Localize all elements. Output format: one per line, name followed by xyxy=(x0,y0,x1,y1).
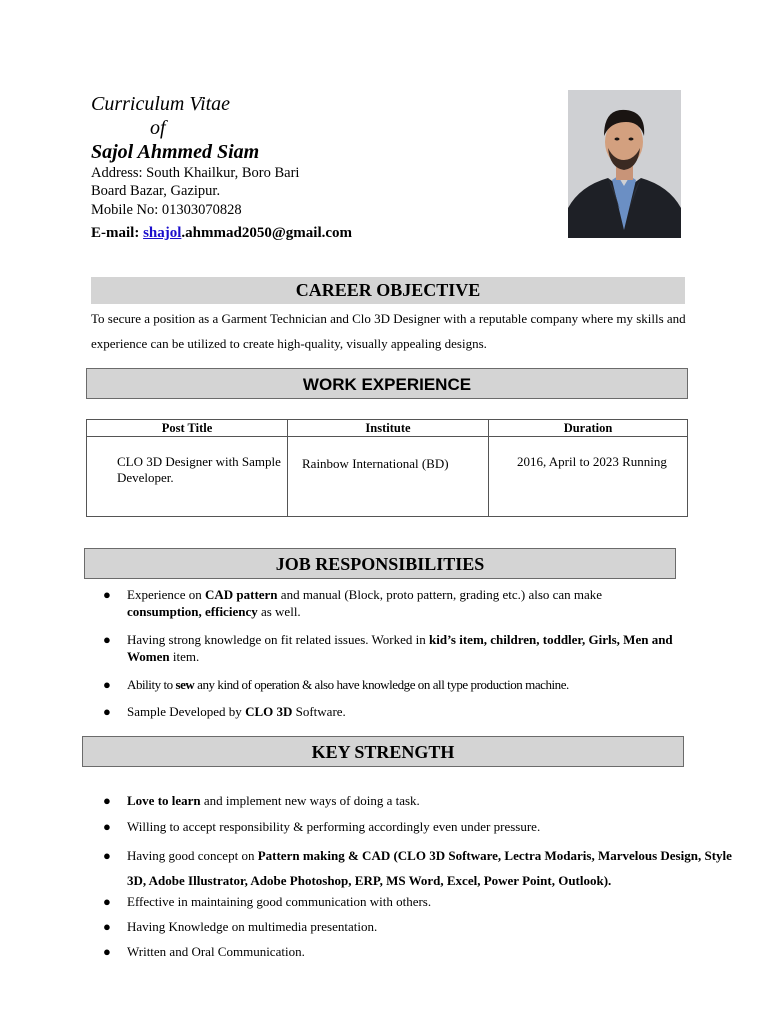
address xyxy=(91,164,299,200)
profile-photo xyxy=(568,90,681,238)
duration-value: 2016, April to 2023 Running xyxy=(517,454,667,469)
job-item-bold: sew xyxy=(175,677,195,692)
email-rest: .ahmmad2050@gmail.com xyxy=(181,225,353,241)
table-row xyxy=(87,437,688,517)
strength-bold: Pattern making & CAD (CLO 3D Software, Lectra Modaris, Marvelous Design, Style 3D, Adobe Illustrator, Adobe Photoshop, ERP, MS Word, Excel, Power Point, Outlook). xyxy=(127,848,732,888)
address-line-1: Address: South Khailkur, Boro Bari xyxy=(91,165,300,181)
bullet-icon: ● xyxy=(103,919,111,934)
job-item-bold: kid’s item, children, toddler, Girls, Men and Women xyxy=(127,632,673,664)
strength-text: Having Knowledge on multimedia presentation. xyxy=(127,919,378,934)
strength-text: Effective in maintaining good communication with others. xyxy=(127,894,432,909)
col-duration: Duration xyxy=(489,420,688,437)
cell-institute xyxy=(288,437,489,517)
job-item-text: and manual (Block, proto pattern, grading etc.) also can make xyxy=(277,587,603,602)
career-objective-text: To secure a position as a Garment Technician and Clo 3D Designer with a reputable company where my skills and experience can be utilized to create high-quality, visually appealing designs. xyxy=(91,311,686,351)
bullet-icon: ● xyxy=(103,677,111,692)
list-item xyxy=(103,818,687,835)
cell-duration xyxy=(489,437,688,517)
list-item xyxy=(103,631,687,665)
strength-text: and implement new ways of doing a task. xyxy=(200,793,420,808)
cell-post xyxy=(87,437,288,517)
post-title-value: CLO 3D Designer with Sample Developer. xyxy=(117,454,281,485)
email-label: E-mail: xyxy=(91,225,144,241)
list-item xyxy=(103,893,687,910)
candidate-name: Sajol Ahmmed Siam xyxy=(91,141,260,163)
address-line-2: Board Bazar, Gazipur. xyxy=(91,183,221,199)
job-item-text: Having strong knowledge on fit related issues. Worked in xyxy=(127,632,429,647)
email-link[interactable]: shajol xyxy=(143,225,182,241)
section-career-objective: CAREER OBJECTIVE xyxy=(91,277,685,304)
bullet-icon: ● xyxy=(103,848,111,863)
list-item xyxy=(103,676,687,693)
bullet-icon: ● xyxy=(103,819,111,834)
job-item-text: Sample Developed by xyxy=(127,704,246,719)
cv-title-of: of xyxy=(150,117,166,139)
job-item-bold: consumption, efficiency xyxy=(127,604,258,619)
mobile-number: Mobile No: 01303070828 xyxy=(91,202,242,218)
email xyxy=(91,224,352,242)
list-item xyxy=(103,843,732,893)
job-item-text: any kind of operation & also have knowledge on all type production machine. xyxy=(194,677,569,692)
bullet-icon: ● xyxy=(103,894,111,909)
bullet-icon: ● xyxy=(103,944,111,959)
bullet-icon: ● xyxy=(103,793,111,808)
section-key-strength: KEY STRENGTH xyxy=(82,736,684,767)
job-item-bold: CAD pattern xyxy=(204,587,278,602)
strength-text: Willing to accept responsibility & performing accordingly even under pressure. xyxy=(127,819,541,834)
strength-text: Having good concept on xyxy=(127,848,258,863)
bullet-icon: ● xyxy=(103,704,111,719)
job-item-bold: CLO 3D xyxy=(245,704,293,719)
list-item xyxy=(103,943,687,960)
list-item xyxy=(103,792,687,809)
strength-text: Written and Oral Communication. xyxy=(127,944,305,959)
job-item-text: Ability to xyxy=(127,677,176,692)
job-item-text: as well. xyxy=(257,604,301,619)
job-item-text: Software. xyxy=(292,704,346,719)
section-work-experience: WORK EXPERIENCE xyxy=(86,368,688,399)
list-item xyxy=(103,918,687,935)
strength-bold: Love to learn xyxy=(127,793,201,808)
portrait-image xyxy=(568,90,681,238)
bullet-icon: ● xyxy=(103,632,111,647)
section-job-responsibilities: JOB RESPONSIBILITIES xyxy=(84,548,676,579)
job-item-text: item. xyxy=(169,649,200,664)
col-post-title: Post Title xyxy=(87,420,288,437)
bullet-icon: ● xyxy=(103,587,111,602)
work-experience-table xyxy=(86,419,688,517)
table-header-row xyxy=(87,420,688,437)
list-item xyxy=(103,703,687,720)
list-item xyxy=(103,586,687,620)
institute-value: Rainbow International (BD) xyxy=(302,456,449,471)
job-item-text: Experience on xyxy=(127,587,205,602)
col-institute: Institute xyxy=(288,420,489,437)
cv-title: Curriculum Vitae xyxy=(91,93,231,115)
